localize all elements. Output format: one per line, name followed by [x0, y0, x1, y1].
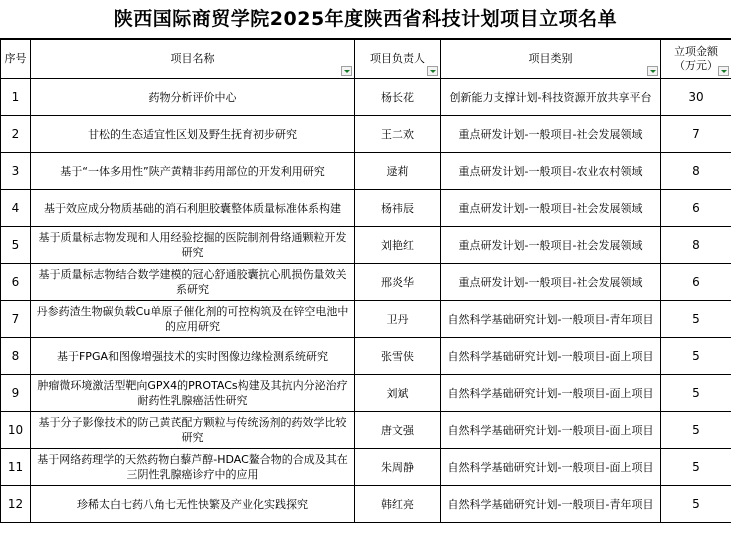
cell-project-name[interactable]: 药物分析评价中心 [31, 79, 355, 116]
sheet-title: 陕西国际商贸学院2025年度陕西省科技计划项目立项名单 [0, 0, 731, 39]
filter-dropdown-icon[interactable] [718, 66, 729, 76]
table-row [1, 486, 731, 523]
cell-leader[interactable]: 刘斌 [355, 375, 441, 412]
cell-leader[interactable]: 逯莉 [355, 153, 441, 190]
cell-project-name[interactable]: 珍稀太白七药八角七无性快繁及产业化实践探究 [31, 486, 355, 523]
cell-leader[interactable]: 刘艳红 [355, 227, 441, 264]
cell-index[interactable]: 6 [1, 264, 31, 301]
cell-category[interactable]: 自然科学基础研究计划-一般项目-青年项目 [441, 301, 661, 338]
table-row [1, 412, 731, 449]
cell-project-name[interactable]: 丹参药渣生物碳负载Cu单原子催化剂的可控构筑及在锌空电池中的应用研究 [31, 301, 355, 338]
filter-dropdown-icon[interactable] [647, 66, 658, 76]
filter-dropdown-icon[interactable] [427, 66, 438, 76]
table-row [1, 153, 731, 190]
cell-amount[interactable]: 7 [661, 116, 731, 153]
cell-amount[interactable]: 5 [661, 375, 731, 412]
table-row [1, 227, 731, 264]
cell-amount[interactable]: 8 [661, 153, 731, 190]
cell-leader[interactable]: 唐文强 [355, 412, 441, 449]
cell-category[interactable]: 重点研发计划-一般项目-农业农村领域 [441, 153, 661, 190]
header-name: 项目名称 [31, 40, 355, 79]
cell-category[interactable]: 自然科学基础研究计划-一般项目-面上项目 [441, 449, 661, 486]
cell-amount[interactable]: 30 [661, 79, 731, 116]
cell-index[interactable]: 3 [1, 153, 31, 190]
table-row [1, 190, 731, 227]
header-category: 项目类别 [441, 40, 661, 79]
table-row [1, 301, 731, 338]
cell-index[interactable]: 12 [1, 486, 31, 523]
cell-project-name[interactable]: 基于网络药理学的天然药物白藜芦醇-HDAC鳌合物的合成及其在三阴性乳腺癌诊疗中的应用 [31, 449, 355, 486]
cell-project-name[interactable]: 肿瘤微环境激活型靶向GPX4的PROTACs构建及其抗内分泌治疗耐药性乳腺癌活性研究 [31, 375, 355, 412]
cell-project-name[interactable]: 基于效应成分物质基础的消石利胆胶囊整体质量标准体系构建 [31, 190, 355, 227]
cell-leader[interactable]: 卫丹 [355, 301, 441, 338]
cell-index[interactable]: 9 [1, 375, 31, 412]
cell-project-name[interactable]: 基于“一体多用性”陕产黄精非药用部位的开发利用研究 [31, 153, 355, 190]
cell-index[interactable]: 2 [1, 116, 31, 153]
cell-project-name[interactable]: 基于分子影像技术的防己黄芪配方颗粒与传统汤剂的药效学比较研究 [31, 412, 355, 449]
table-row [1, 449, 731, 486]
cell-leader[interactable]: 张雪侠 [355, 338, 441, 375]
header-leader: 项目负责人 [355, 40, 441, 79]
cell-project-name[interactable]: 基于质量标志物结合数学建模的冠心舒通胶囊抗心肌损伤量效关系研究 [31, 264, 355, 301]
table-row [1, 338, 731, 375]
cell-amount[interactable]: 8 [661, 227, 731, 264]
cell-amount[interactable]: 5 [661, 486, 731, 523]
filter-dropdown-icon[interactable] [341, 66, 352, 76]
table-row [1, 116, 731, 153]
table-row [1, 264, 731, 301]
cell-index[interactable]: 7 [1, 301, 31, 338]
cell-category[interactable]: 重点研发计划-一般项目-社会发展领域 [441, 264, 661, 301]
cell-project-name[interactable]: 基于FPGA和图像增强技术的实时图像边缘检测系统研究 [31, 338, 355, 375]
cell-index[interactable]: 8 [1, 338, 31, 375]
cell-category[interactable]: 自然科学基础研究计划-一般项目-青年项目 [441, 486, 661, 523]
cell-leader[interactable]: 朱周静 [355, 449, 441, 486]
cell-category[interactable]: 重点研发计划-一般项目-社会发展领域 [441, 116, 661, 153]
cell-category[interactable]: 自然科学基础研究计划-一般项目-面上项目 [441, 375, 661, 412]
project-table [0, 39, 731, 523]
table-row [1, 375, 731, 412]
header-index: 序号 [1, 40, 31, 79]
cell-project-name[interactable]: 基于质量标志物发现和人用经验挖掘的医院制剂骨络通颗粒开发研究 [31, 227, 355, 264]
header-amount: 立项金额 （万元） [661, 40, 731, 79]
cell-leader[interactable]: 王二欢 [355, 116, 441, 153]
cell-leader[interactable]: 韩红亮 [355, 486, 441, 523]
cell-index[interactable]: 4 [1, 190, 31, 227]
cell-category[interactable]: 自然科学基础研究计划-一般项目-面上项目 [441, 412, 661, 449]
cell-category[interactable]: 创新能力支撑计划-科技资源开放共享平台 [441, 79, 661, 116]
cell-index[interactable]: 10 [1, 412, 31, 449]
cell-amount[interactable]: 5 [661, 338, 731, 375]
cell-amount[interactable]: 6 [661, 190, 731, 227]
cell-amount[interactable]: 5 [661, 301, 731, 338]
cell-amount[interactable]: 5 [661, 449, 731, 486]
cell-leader[interactable]: 邢炎华 [355, 264, 441, 301]
cell-category[interactable]: 重点研发计划-一般项目-社会发展领域 [441, 190, 661, 227]
cell-index[interactable]: 5 [1, 227, 31, 264]
header-row [1, 40, 731, 79]
cell-index[interactable]: 1 [1, 79, 31, 116]
cell-project-name[interactable]: 甘松的生态适宜性区划及野生抚育初步研究 [31, 116, 355, 153]
table-row [1, 79, 731, 116]
cell-leader[interactable]: 杨长花 [355, 79, 441, 116]
cell-amount[interactable]: 5 [661, 412, 731, 449]
cell-amount[interactable]: 6 [661, 264, 731, 301]
cell-index[interactable]: 11 [1, 449, 31, 486]
cell-category[interactable]: 重点研发计划-一般项目-社会发展领域 [441, 227, 661, 264]
cell-category[interactable]: 自然科学基础研究计划-一般项目-面上项目 [441, 338, 661, 375]
cell-leader[interactable]: 杨祎辰 [355, 190, 441, 227]
